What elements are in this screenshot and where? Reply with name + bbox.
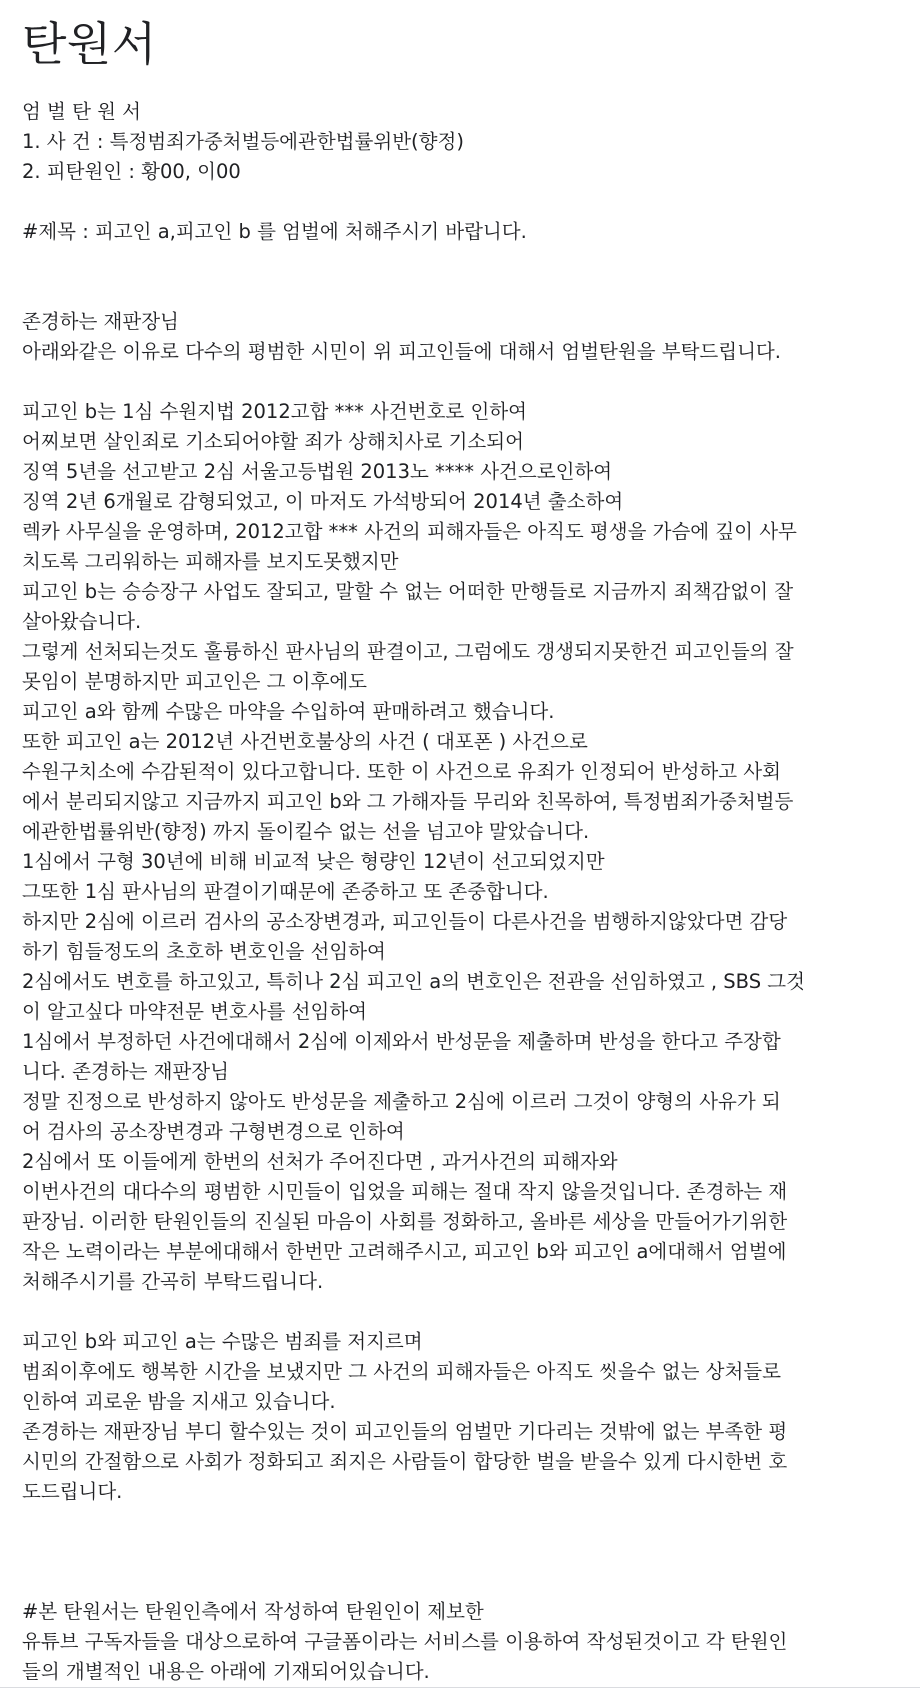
text-line: 시민의 간절함으로 사회가 정화되고 죄지은 사람들이 합당한 벌을 받을수 있게 다시한번 호: [22, 1450, 788, 1473]
text-line: 렉카 사무실을 운영하며, 2012고합 *** 사건의 피해자들은 아직도 평생을 가슴에 깊이 사무: [22, 520, 797, 543]
text-line: 1심에서 부정하던 사건에대해서 2심에 이제와서 반성문을 제출하며 반성을 한다고 주장합: [22, 1030, 781, 1053]
text-line: 1심에서 구형 30년에 비해 비교적 낮은 형량인 12년이 선고되었지만: [22, 850, 605, 873]
text-line: #본 탄원서는 탄원인측에서 작성하여 탄원인이 제보한: [22, 1600, 484, 1623]
text-line: 어찌보면 살인죄로 기소되어야할 죄가 상해치사로 기소되어: [22, 430, 524, 453]
text-line: 피고인 b는 승승장구 사업도 잘되고, 말할 수 없는 어떠한 만행들로 지금까지 죄책감없이 잘: [22, 580, 794, 603]
text-line: 인하여 괴로운 밤을 지새고 있습니다.: [22, 1390, 336, 1413]
blank-line: [22, 277, 908, 307]
text-line: 도드립니다.: [22, 1480, 123, 1503]
text-line: 에관한법률위반(향정) 까지 돌이킬수 없는 선을 넘고야 말았습니다.: [22, 820, 590, 843]
blank-line: [22, 1507, 908, 1537]
text-line: #제목 : 피고인 a,피고인 b 를 엄벌에 처해주시기 바랍니다.: [22, 220, 527, 243]
text-line: 정말 진정으로 반성하지 않아도 반성문을 제출하고 2심에 이르러 그것이 양형의 사유가 되: [22, 1090, 781, 1113]
text-line: 작은 노력이라는 부분에대해서 한번만 고려해주시고, 피고인 b와 피고인 a에대해서 엄벌에: [22, 1240, 787, 1263]
text-line: 니다. 존경하는 재판장님: [22, 1060, 229, 1083]
text-line: 판장님. 이러한 탄원인들의 진실된 마음이 사회를 정화하고, 올바른 세상을 만들어가기위한: [22, 1210, 788, 1233]
text-line: 1. 사 건 : 특정범죄가중처벌등에관한법률위반(향정): [22, 130, 464, 153]
text-line: 이 알고싶다 마약전문 변호사를 선임하여: [22, 1000, 368, 1023]
text-line: 에서 분리되지않고 지금까지 피고인 b와 그 가해자들 무리와 친목하여, 특정범죄가중처벌등: [22, 790, 794, 813]
text-line: 아래와같은 이유로 다수의 평범한 시민이 위 피고인들에 대해서 엄벌탄원을 부탁드립니다.: [22, 340, 781, 363]
text-line: 처해주시기를 간곡히 부탁드립니다.: [22, 1270, 324, 1293]
blank-line: [22, 187, 908, 217]
text-line: 피고인 a와 함께 수많은 마약을 수입하여 판매하려고 했습니다.: [22, 700, 555, 723]
text-line: 2. 피탄원인 : 황00, 이00: [22, 160, 241, 183]
document-title: 탄원서: [22, 17, 157, 71]
text-line: 엄 벌 탄 원 서: [22, 100, 141, 123]
text-line: 못임이 분명하지만 피고인은 그 이후에도: [22, 670, 368, 693]
text-line: 치도록 그리워하는 피해자를 보지도못했지만: [22, 550, 399, 573]
text-line: 하지만 2심에 이르러 검사의 공소장변경과, 피고인들이 다른사건을 범행하지않았다면 감당: [22, 910, 788, 933]
text-line: 들의 개별적인 내용은 아래에 기재되어있습니다.: [22, 1660, 430, 1683]
text-line: 또한 피고인 a는 2012년 사건번호불상의 사건 ( 대포폰 ) 사건으로: [22, 730, 588, 753]
text-line: 2심에서 또 이들에게 한번의 선처가 주어진다면 , 과거사건의 피해자와: [22, 1150, 618, 1173]
blank-line: [22, 1297, 908, 1327]
text-line: 징역 2년 6개월로 감형되었고, 이 마저도 가석방되어 2014년 출소하여: [22, 490, 624, 513]
bottom-divider: [0, 1687, 920, 1688]
text-line: 하기 힘들정도의 초호하 변호인을 선임하여: [22, 940, 386, 963]
blank-line: [22, 247, 908, 277]
text-line: 그또한 1심 판사님의 판결이기때문에 존중하고 또 존중합니다.: [22, 880, 549, 903]
text-line: 피고인 b와 피고인 a는 수많은 범죄를 저지르며: [22, 1330, 423, 1353]
text-line: 징역 5년을 선고받고 2심 서울고등법원 2013노 **** 사건으로인하여: [22, 460, 613, 483]
text-line: 수원구치소에 수감된적이 있다고합니다. 또한 이 사건으로 유죄가 인정되어 반성하고 사회: [22, 760, 781, 783]
blank-line: [22, 1567, 908, 1597]
text-line: 어 검사의 공소장변경과 구형변경으로 인하여: [22, 1120, 405, 1143]
text-line: 존경하는 재판장님 부디 할수있는 것이 피고인들의 엄벌만 기다리는 것밖에 없는 부족한 평: [22, 1420, 788, 1443]
text-line: 범죄이후에도 행복한 시간을 보냈지만 그 사건의 피해자들은 아직도 씻을수 없는 상처들로: [22, 1360, 781, 1383]
text-line: 2심에서도 변호를 하고있고, 특히나 2심 피고인 a의 변호인은 전관을 선임하였고 , SBS 그것: [22, 970, 805, 993]
document-body: [22, 97, 908, 1687]
text-line: 살아왔습니다.: [22, 610, 142, 633]
blank-line: [22, 367, 908, 397]
text-line: 그렇게 선처되는것도 훌륭하신 판사님의 판결이고, 그럼에도 갱생되지못한건 피고인들의 잘: [22, 640, 794, 663]
text-line: 존경하는 재판장님: [22, 310, 179, 333]
text-line: 피고인 b는 1심 수원지법 2012고합 *** 사건번호로 인하여: [22, 400, 527, 423]
text-line: 이번사건의 대다수의 평범한 시민들이 입었을 피해는 절대 작지 않을것입니다. 존경하는 재: [22, 1180, 788, 1203]
blank-line: [22, 1537, 908, 1567]
text-line: 유튜브 구독자들을 대상으로하여 구글폼이라는 서비스를 이용하여 작성된것이고 각 탄원인: [22, 1630, 788, 1653]
